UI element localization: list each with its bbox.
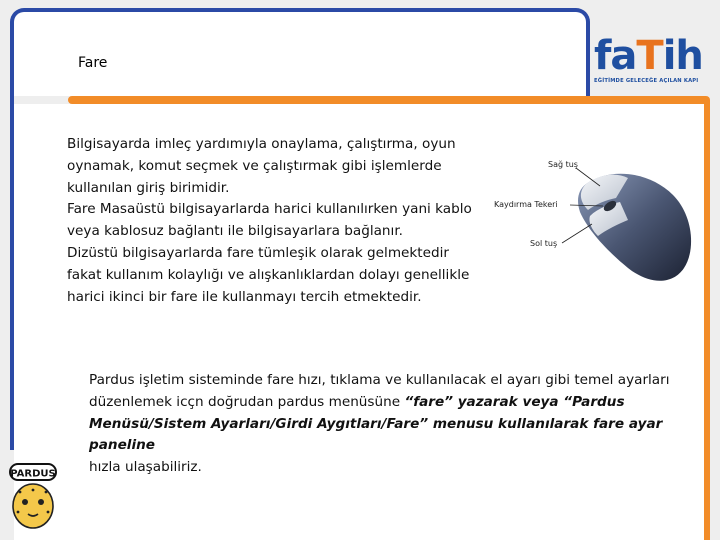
label-scroll-wheel: Kaydırma Tekeri	[494, 200, 558, 209]
paragraph-line: Dizüstü bilgisayarlarda fare tümleşik olarak gelmektedir fakat kullanım kolaylığı ve alışkanlıklardan dolayı genellikle harici ikinci bir fare ile kullanmayı tercih etmektedir.	[67, 244, 470, 305]
label-left-button: Sol tuş	[530, 239, 558, 248]
description-text	[67, 134, 482, 308]
paragraph-line: Bilgisayarda imleç yardımıyla onaylama, çalıştırma, oyun oynamak, komut seçmek ve çalıştırmak gibi işlemlerde kullanılan giriş birimidir.	[67, 136, 456, 196]
mouse-figure	[488, 150, 698, 290]
paragraph-line: Fare Masaüstü bilgisayarlarda harici kullanılırken yani kablo veya kablosuz bağlantı ile bilgisayarlara bağlanır.	[67, 201, 472, 240]
mouse-illustration	[488, 150, 698, 290]
pardus-note	[89, 370, 679, 479]
label-right-button: Sağ tuş	[548, 160, 578, 169]
pardus-note-text: Pardus işletim sisteminde fare hızı, tıklama ve kullanılacak el ayarı gibi temel ayarları düzenlemek icçn doğrudan pardus menüsüne “fare” yazarak veya “Pardus Menüsü/Sistem Ayarları/Girdi Aygıtları/Fare” menusu kullanılarak fare ayar paneline	[89, 372, 670, 454]
pardus-note-end: hızla ulaşabiliriz.	[89, 459, 202, 476]
orange-divider	[68, 96, 710, 104]
pardus-leopard-icon	[6, 460, 60, 532]
logo-tagline: EĞİTİMDE GELECEĞE AÇILAN KAPI	[594, 78, 699, 84]
fatih-logo	[594, 34, 706, 94]
slide-title: Fare	[78, 55, 108, 71]
orange-side-bar	[704, 100, 710, 540]
pardus-logo	[6, 460, 60, 532]
logo-word: faTih	[594, 33, 703, 79]
pardus-word: PARDUS	[10, 468, 56, 480]
slide-frame-top	[10, 8, 590, 96]
